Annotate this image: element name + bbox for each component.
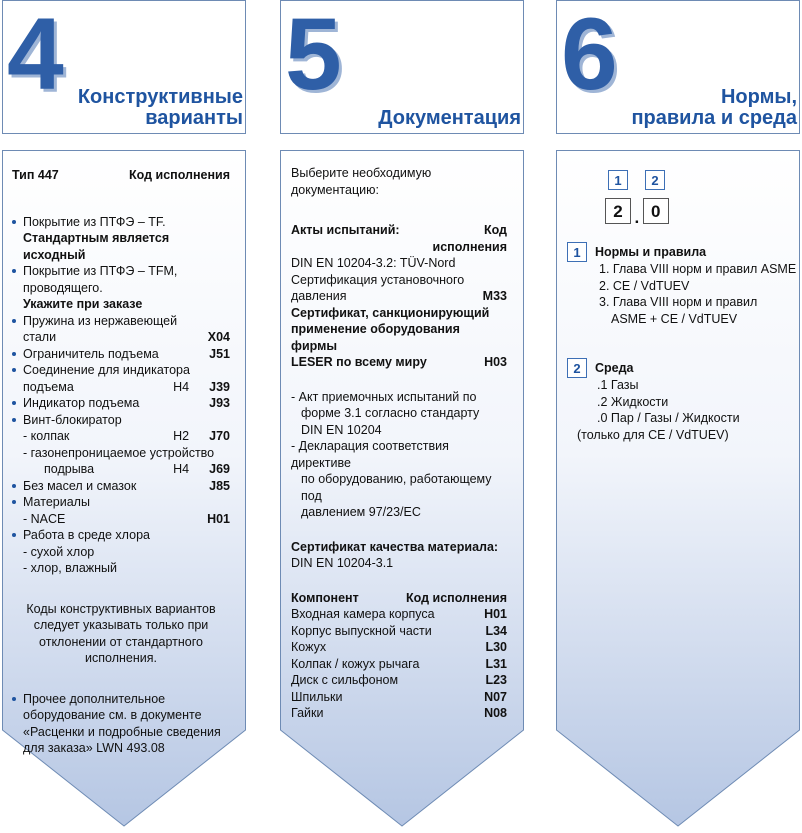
section-header-6 bbox=[556, 0, 800, 134]
list-item: Соединение для индикатора bbox=[12, 362, 230, 379]
list-item: подрыва H4 J69 bbox=[44, 462, 230, 476]
standards-list bbox=[599, 261, 799, 327]
list-item: 1. Глава VIII норм и правил ASME bbox=[599, 262, 797, 276]
list-item: Винт-блокиратор bbox=[12, 412, 230, 429]
code-dot: . bbox=[634, 208, 640, 227]
table-row: Шпильки N07 bbox=[291, 689, 507, 704]
code-digit-2: 0 bbox=[643, 198, 669, 224]
list-item: .2 Жидкости bbox=[597, 394, 669, 409]
extra-equipment-note: Прочее дополнительное оборудование см. в документе «Расценки и подробные сведения для заказа» LWN 493.08 bbox=[12, 691, 230, 757]
list-item: подъема H4 J39 bbox=[23, 379, 230, 394]
list-item: Стандартным является исходный bbox=[23, 231, 170, 262]
acceptance-test-item: - Акт приемочных испытаний по форме 3.1 согласно стандарту DIN EN 10204 bbox=[291, 389, 480, 437]
design-variants-body bbox=[12, 167, 230, 757]
acts-header: Акты испытаний: Код bbox=[291, 223, 507, 237]
standards-title: Нормы и правила bbox=[595, 245, 707, 259]
list-item: - сухой хлор bbox=[23, 544, 95, 559]
list-item: Покрытие из ПТФЭ – TFM, bbox=[12, 263, 230, 280]
section-number: 4 bbox=[7, 0, 62, 111]
list-item: Укажите при заказе bbox=[23, 297, 143, 311]
section-header-4 bbox=[2, 0, 246, 134]
code-position-labels bbox=[608, 170, 665, 190]
position-1-box: 1 bbox=[608, 170, 628, 190]
table-row: Гайки N08 bbox=[291, 706, 507, 720]
components-header: Компонент Код исполнения bbox=[291, 590, 507, 605]
list-item: Покрытие из ПТФЭ – TF. bbox=[12, 214, 230, 231]
column-design-variants bbox=[2, 0, 246, 833]
table-row: Кожух L30 bbox=[291, 640, 507, 654]
section-number: 5 bbox=[285, 0, 340, 111]
list-item: Индикатор подъема J93 bbox=[12, 395, 230, 412]
list-item: .1 Газы bbox=[597, 378, 639, 392]
list-item: - колпак H2 J70 bbox=[23, 429, 230, 443]
medium-title: Среда bbox=[595, 361, 634, 375]
table-row: Диск с сильфоном L23 bbox=[291, 673, 507, 687]
list-item: проводящего. bbox=[23, 280, 103, 295]
position-2-box: 2 bbox=[645, 170, 665, 190]
list-item: Работа в среде хлора bbox=[12, 527, 230, 544]
table-row: Колпак / кожух рычага L31 bbox=[291, 656, 507, 671]
conformity-item: - Декларация соответствия директиве по оборудованию, работающему под давлением 97/23/EC bbox=[291, 439, 492, 519]
section-title: Нормы, правила и среда bbox=[631, 86, 797, 129]
section-1-box: 1 bbox=[567, 242, 587, 262]
medium-list bbox=[577, 377, 797, 443]
code-example bbox=[605, 198, 669, 227]
list-item: ASME + CE / VdTUEV bbox=[611, 311, 738, 326]
code-digit-1: 2 bbox=[605, 198, 631, 224]
list-item: - хлор, влажный bbox=[23, 561, 118, 575]
variant-codes-note: Коды конструктивных вариантов следует указывать только при отклонении от стандартного исполнения. bbox=[26, 601, 216, 665]
list-item: Пружина из нержавеющей bbox=[12, 313, 230, 330]
list-item: - газонепроницаемое устройство bbox=[23, 445, 215, 460]
column-documentation bbox=[280, 0, 524, 833]
cert-row: LESER по всему миру H03 bbox=[291, 355, 507, 369]
column-standards bbox=[556, 0, 800, 833]
list-item: Ограничитель подъема J51 bbox=[12, 346, 230, 363]
list-item: Без масел и смазок J85 bbox=[12, 478, 230, 495]
section-2-box: 2 bbox=[567, 358, 587, 378]
section-header-5 bbox=[280, 0, 524, 134]
documentation-body: Выберите необходимую документацию: Акты испытаний: Код исполнения DIN EN 10204-3.2: TÜV-Nord Сертификация установочного давления M33 Сертификат, санкционирующий применение оборудования фирмы LESER по всему миру H03 - Акт приемочных испытаний по форме 3.1 согласно стандарту DIN EN 10204 - Декларация соответствия директиве по оборудованию, работающему под давлением 97/23/EC Сертификат качества материала: DIN EN 10204-3.1 Компонент Код исполнения Входная камера корпуса H01 Корпус выпускной части L34 Кожух L30 Колпак / кожух рычага L31 Диск с сильфоном L23 Шпильки N07 Гайки N08 bbox=[291, 166, 507, 720]
list-item: - NACE H01 bbox=[23, 511, 230, 526]
section-number: 6 bbox=[561, 0, 616, 111]
list-item: Материалы bbox=[12, 494, 230, 511]
list-item: 2. CE / VdTUEV bbox=[599, 278, 690, 293]
type-header-row: Тип 447 Код исполнения bbox=[12, 168, 230, 182]
list-item: стали X04 bbox=[23, 330, 230, 344]
table-row: Корпус выпускной части L34 bbox=[291, 623, 507, 638]
list-item: 3. Глава VIII норм и правил bbox=[599, 295, 758, 309]
section-title: Документация bbox=[378, 107, 521, 129]
acts-row: давления M33 bbox=[291, 289, 507, 303]
list-item: .0 Пар / Газы / Жидкости bbox=[597, 411, 740, 425]
section-title: Конструктивные варианты bbox=[77, 86, 243, 129]
list-item: (только для CE / VdTUEV) bbox=[577, 427, 729, 442]
table-row: Входная камера корпуса H01 bbox=[291, 607, 507, 621]
